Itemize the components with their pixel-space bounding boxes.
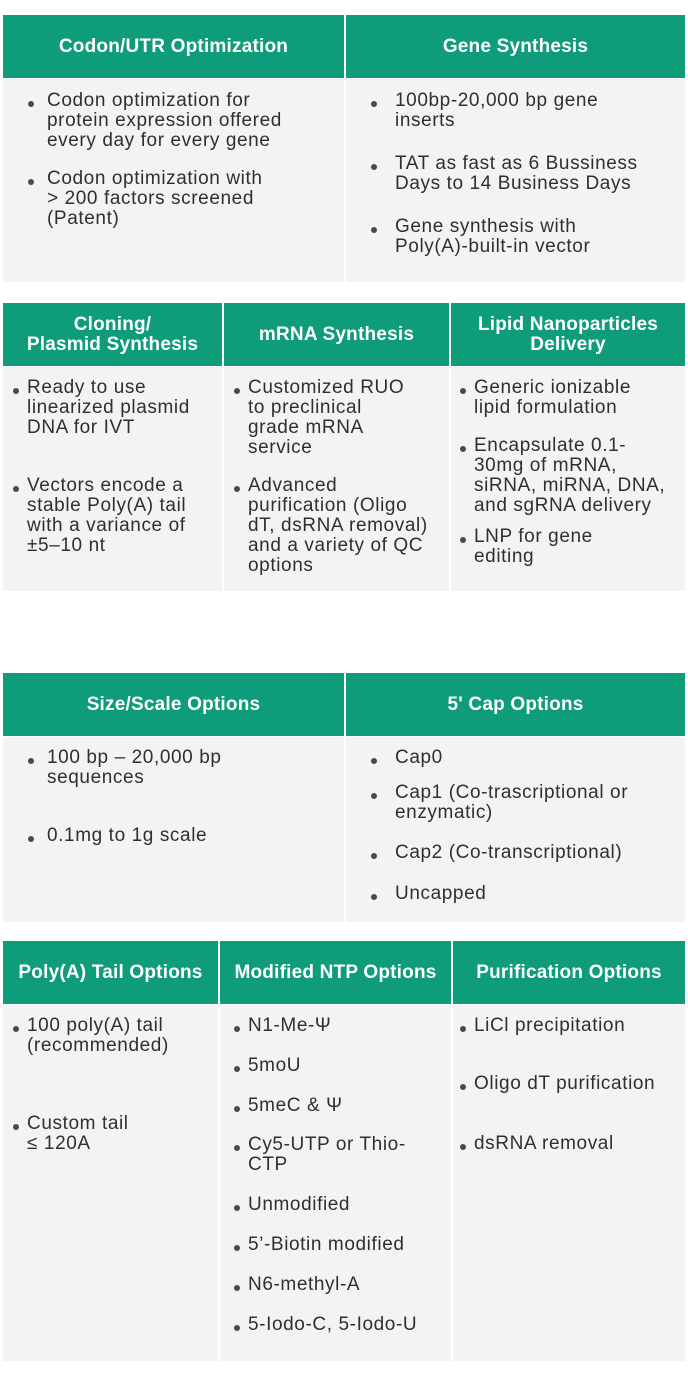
column-body-purification-options bbox=[453, 1005, 685, 1361]
column-header-modified-ntp-options: Modified NTP Options bbox=[220, 941, 451, 1004]
list-item-text: Generic ionizable lipid formulation bbox=[474, 377, 632, 418]
bullet-icon bbox=[460, 1084, 466, 1090]
bullet-icon bbox=[28, 836, 34, 842]
bullet-icon bbox=[460, 1026, 466, 1032]
list-item-text: LiCl precipitation bbox=[474, 1015, 626, 1036]
bullet-icon bbox=[371, 758, 377, 764]
list-item-text: TAT as fast as 6 Bussiness Days to 14 Business Days bbox=[395, 153, 638, 194]
list-item-text: Gene synthesis with Poly(A)-built-in vector bbox=[395, 216, 591, 257]
bullet-icon bbox=[234, 388, 240, 394]
bullet-icon bbox=[371, 853, 377, 859]
list-item-text: Uncapped bbox=[395, 883, 487, 904]
bullet-icon bbox=[13, 1026, 19, 1032]
list-item-text: Custom tail ≤ 120A bbox=[27, 1113, 129, 1154]
bullet-icon bbox=[234, 1145, 240, 1151]
list-item-text: 5’-Biotin modified bbox=[248, 1234, 405, 1255]
column-header-poly-a-tail-options: Poly(A) Tail Options bbox=[3, 941, 218, 1004]
column-header-cloning-plasmid-synthesis: Cloning/ Plasmid Synthesis bbox=[3, 303, 222, 366]
list-item-text: Cap2 (Co-transcriptional) bbox=[395, 842, 623, 863]
list-item-text: Unmodified bbox=[248, 1194, 351, 1215]
bullet-icon bbox=[460, 1144, 466, 1150]
list-item-text: Codon optimization with > 200 factors screened (Patent) bbox=[47, 168, 263, 229]
bullet-icon bbox=[234, 1026, 240, 1032]
bullet-icon bbox=[234, 486, 240, 492]
list-item-text: Ready to use linearized plasmid DNA for IVT bbox=[27, 377, 190, 438]
list-item-text: N6-methyl-A bbox=[248, 1274, 361, 1295]
list-item-text: Cap0 bbox=[395, 747, 443, 768]
bullet-icon bbox=[234, 1106, 240, 1112]
list-item-text: Vectors encode a stable Poly(A) tail with a variance of ±5–10 nt bbox=[27, 475, 187, 556]
bullet-icon bbox=[460, 537, 466, 543]
bullet-icon bbox=[234, 1245, 240, 1251]
column-header-mrna-synthesis: mRNA Synthesis bbox=[224, 303, 449, 366]
list-item-text: 100bp-20,000 bp gene inserts bbox=[395, 90, 599, 131]
bullet-icon bbox=[460, 446, 466, 452]
list-item-text: 100 bp – 20,000 bp sequences bbox=[47, 747, 222, 788]
list-item-text: 5moU bbox=[248, 1055, 302, 1076]
list-item-text: Cap1 (Co-trascriptional or enzymatic) bbox=[395, 782, 629, 823]
bullet-icon bbox=[28, 101, 34, 107]
column-header-gene-synthesis: Gene Synthesis bbox=[346, 15, 685, 78]
column-header-purification-options: Purification Options bbox=[453, 941, 685, 1004]
list-item-text: 0.1mg to 1g scale bbox=[47, 825, 208, 846]
list-item-text: Customized RUO to preclinical grade mRNA service bbox=[248, 377, 405, 458]
list-item-text: 5-Iodo-C, 5-Iodo-U bbox=[248, 1314, 418, 1335]
bullet-icon bbox=[28, 179, 34, 185]
bullet-icon bbox=[371, 793, 377, 799]
bullet-icon bbox=[28, 758, 34, 764]
column-header-5-cap-options: 5' Cap Options bbox=[346, 673, 685, 736]
list-item-text: Advanced purification (Oligo dT, dsRNA removal) and a variety of QC options bbox=[248, 475, 428, 576]
bullet-icon bbox=[13, 486, 19, 492]
bullet-icon bbox=[234, 1325, 240, 1331]
column-header-lipid-nanoparticles-delivery: Lipid Nanoparticles Delivery bbox=[451, 303, 685, 366]
bullet-icon bbox=[234, 1066, 240, 1072]
list-item-text: 5meC & Ψ bbox=[248, 1095, 343, 1116]
column-header-codon-utr-optimization: Codon/UTR Optimization bbox=[3, 15, 344, 78]
column-header-size-scale-options: Size/Scale Options bbox=[3, 673, 344, 736]
bullet-icon bbox=[234, 1205, 240, 1211]
list-item-text: Oligo dT purification bbox=[474, 1073, 656, 1094]
list-item-text: Codon optimization for protein expression offered every day for every gene bbox=[47, 90, 282, 151]
bullet-icon bbox=[371, 101, 377, 107]
list-item-text: dsRNA removal bbox=[474, 1133, 614, 1154]
list-item-text: 100 poly(A) tail (recommended) bbox=[27, 1015, 169, 1056]
bullet-icon bbox=[234, 1285, 240, 1291]
list-item-text: N1-Me-Ψ bbox=[248, 1015, 332, 1036]
column-body-poly-a-tail-options bbox=[3, 1005, 218, 1361]
bullet-icon bbox=[371, 227, 377, 233]
bullet-icon bbox=[13, 388, 19, 394]
list-item-text: Cy5-UTP or Thio- CTP bbox=[248, 1134, 406, 1175]
bullet-icon bbox=[371, 164, 377, 170]
list-item-text: Encapsulate 0.1- 30mg of mRNA, siRNA, miRNA, DNA, and sgRNA delivery bbox=[474, 435, 666, 516]
bullet-icon bbox=[460, 388, 466, 394]
list-item-text: LNP for gene editing bbox=[474, 526, 593, 567]
bullet-icon bbox=[371, 894, 377, 900]
bullet-icon bbox=[13, 1124, 19, 1130]
